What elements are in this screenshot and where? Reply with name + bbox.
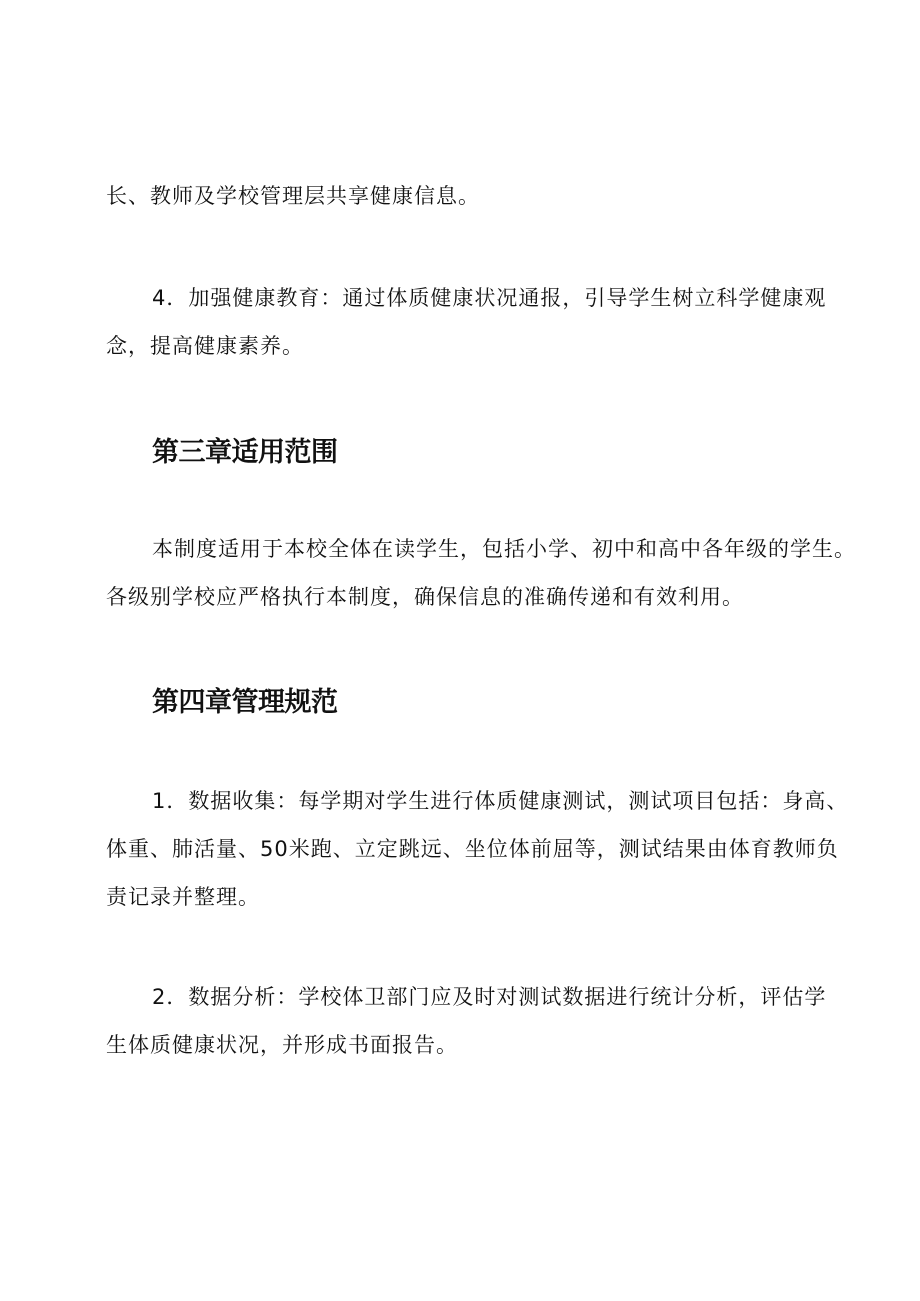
paragraph-line: 各级别学校应严格执行本制度，确保信息的准确传递和有效利用。 [106, 585, 744, 609]
paragraph-continuation [106, 172, 824, 220]
item-2-data-analysis [106, 973, 827, 1069]
item-4-strengthen-health-education [106, 274, 827, 370]
scope-paragraph [106, 525, 856, 621]
paragraph-line: 责记录并整理。 [106, 885, 260, 909]
paragraph-line: 体重、肺活量、50米跑、立定跳远、坐位体前屈等，测试结果由体育教师负 [106, 837, 839, 861]
chapter-3-heading: 第三章适用范围 [152, 437, 338, 468]
paragraph-line: 念，提高健康素养。 [106, 334, 304, 358]
paragraph-line: 1．数据收集：每学期对学生进行体质健康测试，测试项目包括：身高、 [152, 789, 849, 813]
paragraph-line: 4．加强健康教育：通过体质健康状况通报，引导学生树立科学健康观 [152, 286, 827, 310]
chapter-4-heading: 第四章管理规范 [152, 687, 338, 718]
paragraph-line: 长、教师及学校管理层共享健康信息。 [106, 184, 480, 208]
paragraph-line: 生体质健康状况，并形成书面报告。 [106, 1033, 458, 1057]
paragraph-line: 本制度适用于本校全体在读学生，包括小学、初中和高中各年级的学生。 [152, 537, 856, 561]
paragraph-line: 2．数据分析：学校体卫部门应及时对测试数据进行统计分析，评估学 [152, 985, 827, 1009]
item-1-data-collection [106, 777, 849, 921]
